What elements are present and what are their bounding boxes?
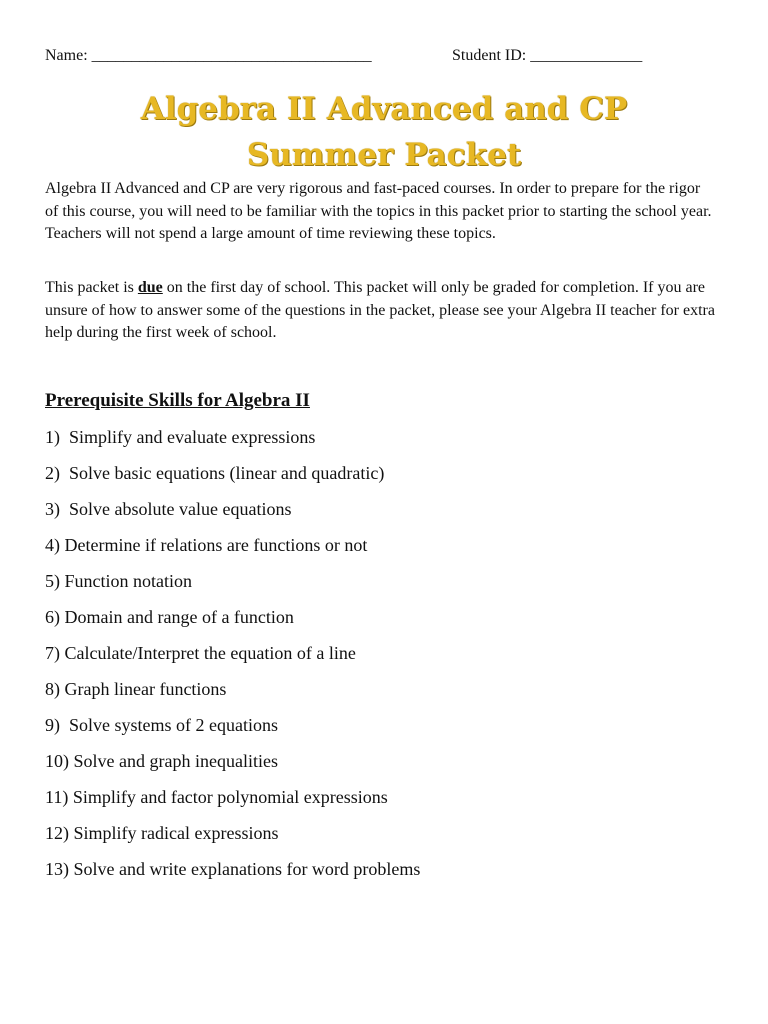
list-item: 10) Solve and graph inequalities — [45, 751, 278, 771]
list-item: 13) Solve and write explanations for word problems — [45, 859, 421, 879]
due-emphasis: due — [137, 279, 163, 296]
list-item: 11) Simplify and factor polynomial expressions — [45, 787, 388, 807]
list-item: 4) Determine if relations are functions or not — [45, 535, 368, 555]
intro-paragraph-1: Algebra II Advanced and CP are very rigorous and fast-paced courses. In order to prepare for the rigor of this course, you will need to be familiar with the topics in this packet prior to starting the school year. Teachers will not spend a large amount of time reviewing these topics. — [45, 180, 712, 242]
list-item: 1) Simplify and evaluate expressions — [45, 427, 316, 447]
name-field: Name: ___________________________________ — [45, 47, 372, 64]
list-item: 8) Graph linear functions — [45, 679, 227, 699]
document-title — [0, 86, 768, 178]
list-item: 5) Function notation — [45, 571, 192, 591]
list-item: 6) Domain and range of a function — [45, 607, 294, 627]
title-line-2: Summer Packet — [246, 137, 522, 173]
student-id-field: Student ID: ______________ — [452, 47, 643, 64]
intro-paragraph-2 — [45, 277, 717, 345]
intro-paragraph-2-rest: on the first day of school. This packet will only be graded for completion. If you are unsure of how to answer some of the questions in the packet, please see your Algebra II teacher for extra help during the first week of school. — [45, 279, 715, 341]
list-item: 9) Solve systems of 2 equations — [45, 715, 278, 735]
intro-paragraph-2-start: This packet is — [45, 279, 138, 296]
list-item: 3) Solve absolute value equations — [45, 499, 292, 519]
skills-list — [45, 425, 420, 893]
title-line-1: Algebra II Advanced and CP — [140, 91, 628, 127]
list-item: 7) Calculate/Interpret the equation of a line — [45, 643, 356, 663]
header-fields — [45, 47, 643, 65]
list-item: 2) Solve basic equations (linear and quadratic) — [45, 463, 385, 483]
list-item: 12) Simplify radical expressions — [45, 823, 279, 843]
skills-heading: Prerequisite Skills for Algebra II — [45, 390, 310, 411]
